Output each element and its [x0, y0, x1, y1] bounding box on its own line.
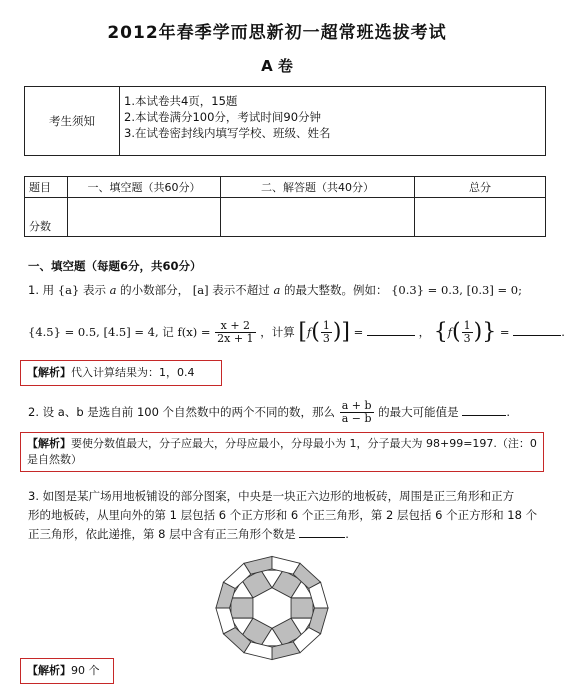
- q1-example2: {4.5} = 0.5, [4.5] = 4,: [28, 325, 159, 339]
- score-header-cell: 总分: [415, 177, 546, 198]
- section-heading: 一、填空题（每题6分，共60分）: [28, 259, 202, 273]
- answer-blank[interactable]: [367, 325, 415, 336]
- score-cell: [415, 198, 546, 237]
- square-tile: [231, 598, 253, 618]
- q2-answer-box: 【解析】要使分数值最大，分子应最大，分母应最小，分母最小为 1，分子最大为 98+99=197.（注：0 是自然数）: [20, 432, 544, 472]
- answer-blank[interactable]: [299, 527, 345, 538]
- notice-item: 2.本试卷满分100分，考试时间90分钟: [124, 110, 322, 124]
- q1-line2: {4.5} = 0.5, [4.5] = 4, 记 f(x) = $\frac{x + 2}{2x + 1}$ ，计算 [f( $\frac{1}{3}$ )] = ， {f( $\frac{1}{3}$ )} = .: [28, 319, 565, 345]
- notice-label: 考生须知: [25, 87, 120, 156]
- notice-items: [120, 87, 546, 156]
- answer-blank[interactable]: [462, 405, 506, 416]
- q2-fraction: $\frac{a + b}{a - b}$: [341, 399, 372, 425]
- score-header-cell: 题目: [25, 177, 68, 198]
- q1-one-third: $\frac{1}{3}$: [463, 319, 471, 345]
- score-header-cell: 一、填空题（共60分）: [68, 177, 221, 198]
- notice-item: 3.在试卷密封线内填写学校、班级、姓名: [124, 126, 331, 140]
- score-row-label: 分数: [25, 198, 68, 237]
- q3-answer-box: 【解析】90 个: [20, 658, 114, 684]
- q3-line1: 3. 如图是某广场用地板铺设的部分图案，中央是一块正六边形的地板砖，周围是正三角形和正方: [28, 489, 515, 503]
- q2-line: 2. 设 a、b 是选自前 100 个自然数中的两个不同的数，那么 $\frac{a + b}{a - b}$ 的最大可能值是 .: [28, 399, 510, 425]
- score-cell: [68, 198, 221, 237]
- answer-blank[interactable]: [513, 325, 561, 336]
- q1-function-fraction: $\frac{x + 2}{2x + 1}$: [217, 319, 254, 345]
- notice-item: 1.本试卷共4页，15题: [124, 94, 238, 108]
- q3-line3: 正三角形，依此递推，第 8 层中含有正三角形个数是 .: [28, 527, 349, 541]
- notice-table: [24, 86, 546, 156]
- q3-line2: 形的地板砖，从里向外的第 1 层包括 6 个正方形和 6 个正三角形，第 2 层包括 6 个正方形和 18 个: [28, 508, 538, 522]
- score-header-cell: 二、解答题（共40分）: [221, 177, 415, 198]
- q1-braces-symbol: {a}: [57, 283, 80, 297]
- square-tile: [291, 598, 313, 618]
- q1-brackets-symbol: [a]: [192, 283, 209, 297]
- q1-example1: {0.3} = 0.3, [0.3] = 0;: [391, 283, 522, 297]
- q1-line1: 1. 用 {a} 表示 a 的小数部分， [a] 表示不超过 a 的最大整数。例如： {0.3} = 0.3, [0.3] = 0;: [28, 283, 522, 297]
- score-cell: [221, 198, 415, 237]
- exam-title: 2012年春季学而思新初一超常班选拔考试: [107, 23, 447, 43]
- exam-subtitle: A 卷: [261, 57, 293, 75]
- floor-tile-pattern: [196, 548, 348, 668]
- score-table: [24, 176, 546, 237]
- q1-answer-box: 【解析】代入计算结果为：1，0.4: [20, 360, 222, 386]
- q1-one-third: $\frac{1}{3}$: [322, 319, 330, 345]
